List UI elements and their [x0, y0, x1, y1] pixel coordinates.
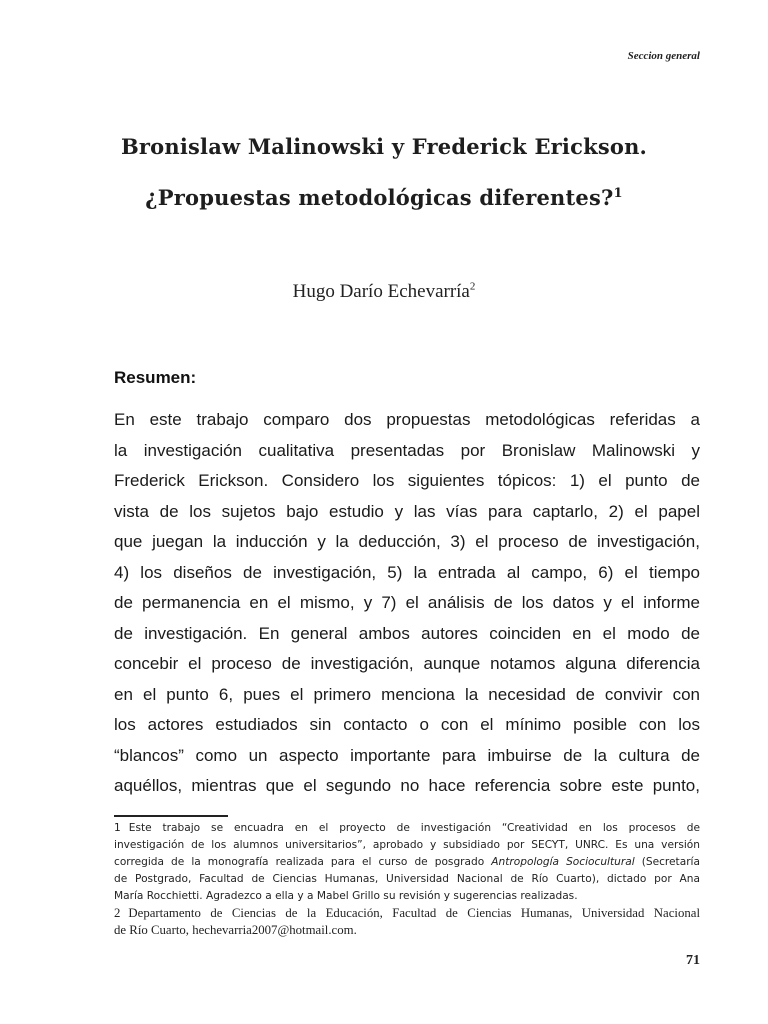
- abstract-line: aquéllos, mientras que el segundo no hace referencia sobre este punto,: [114, 776, 700, 795]
- abstract-line: En este trabajo comparo dos propuestas metodológicas referidas a: [114, 410, 700, 429]
- abstract-line: “blancos” como un aspecto importante para imbuirse de la cultura de: [114, 745, 700, 765]
- title-text-2: ¿Propuestas metodológicas diferentes?: [145, 185, 614, 210]
- title-footnote-mark: 1: [613, 186, 623, 201]
- abstract-line: la investigación cualitativa presentadas por Bronislaw Malinowski y: [114, 440, 700, 460]
- title-text-1: Bronislaw Malinowski y Frederick Erickson.: [120, 134, 648, 159]
- course-title: Antropología Sociocultural: [491, 856, 635, 868]
- footnote-line: de Río Cuarto, hechevarria2007@hotmail.com.: [114, 923, 357, 937]
- footnote-number: 2: [114, 906, 121, 920]
- footnote-number: 1: [114, 822, 121, 834]
- abstract-line: los actores estudiados sin contacto o con el mínimo posible con los: [114, 715, 700, 734]
- abstract-line: vista de los sujetos bajo estudio y las vías para captarlo, 2) el papel: [114, 501, 700, 521]
- footnote-1: [114, 820, 700, 905]
- abstract-line: en el punto 6, pues el primero menciona la necesidad de convivir con: [114, 684, 700, 704]
- abstract-line: Frederick Erickson. Considero los siguientes tópicos: 1) el punto de: [114, 471, 700, 490]
- abstract-line: de investigación. En general ambos autores coinciden en el modo de: [114, 623, 700, 643]
- abstract-line: de permanencia en el mismo, y 7) el análisis de los datos y el informe: [114, 593, 700, 612]
- abstract-line: concebir el proceso de investigación, aunque notamos alguna diferencia: [114, 654, 700, 673]
- author-footnote-mark: 2: [469, 280, 476, 293]
- abstract-body: [114, 405, 700, 802]
- footnote-line: investigación de los alumnos universitarios”, aprobado y subsidiado por SECYT, UNRC. Es una versión: [114, 839, 700, 851]
- page-number: 71: [686, 953, 700, 968]
- footnote-line: 2 Departamento de Ciencias de la Educación, Facultad de Ciencias Humanas, Universidad Nacional: [114, 906, 700, 920]
- abstract-line: que juegan la inducción y la deducción, 3) el proceso de investigación,: [114, 532, 700, 551]
- running-header: Seccion general: [627, 50, 700, 62]
- footnote-line: de Postgrado, Facultad de Ciencias Humanas, Universidad Nacional de Río Cuarto), dictado por Ana: [114, 873, 700, 885]
- article-title-line-2: [60, 185, 708, 210]
- footnote-separator: [114, 815, 228, 817]
- abstract-heading: Resumen:: [114, 368, 197, 387]
- author-line: [0, 281, 768, 303]
- footnote-line: 1 Este trabajo se encuadra en el proyecto de investigación “Creatividad en los procesos de: [114, 822, 700, 834]
- footnote-line: corregida de la monografía realizada para el curso de posgrado Antropología Sociocultural (Secretaría: [114, 856, 700, 868]
- abstract-line: 4) los diseños de investigación, 5) la entrada al campo, 6) el tiempo: [114, 562, 700, 582]
- author-name: Hugo Darío Echevarría: [292, 281, 470, 302]
- article-title-line-1: [60, 134, 708, 159]
- footnote-2: [114, 905, 700, 939]
- footnote-line: María Rocchietti. Agradezco a ella y a Mabel Grillo su revisión y sugerencias realizadas.: [114, 890, 578, 902]
